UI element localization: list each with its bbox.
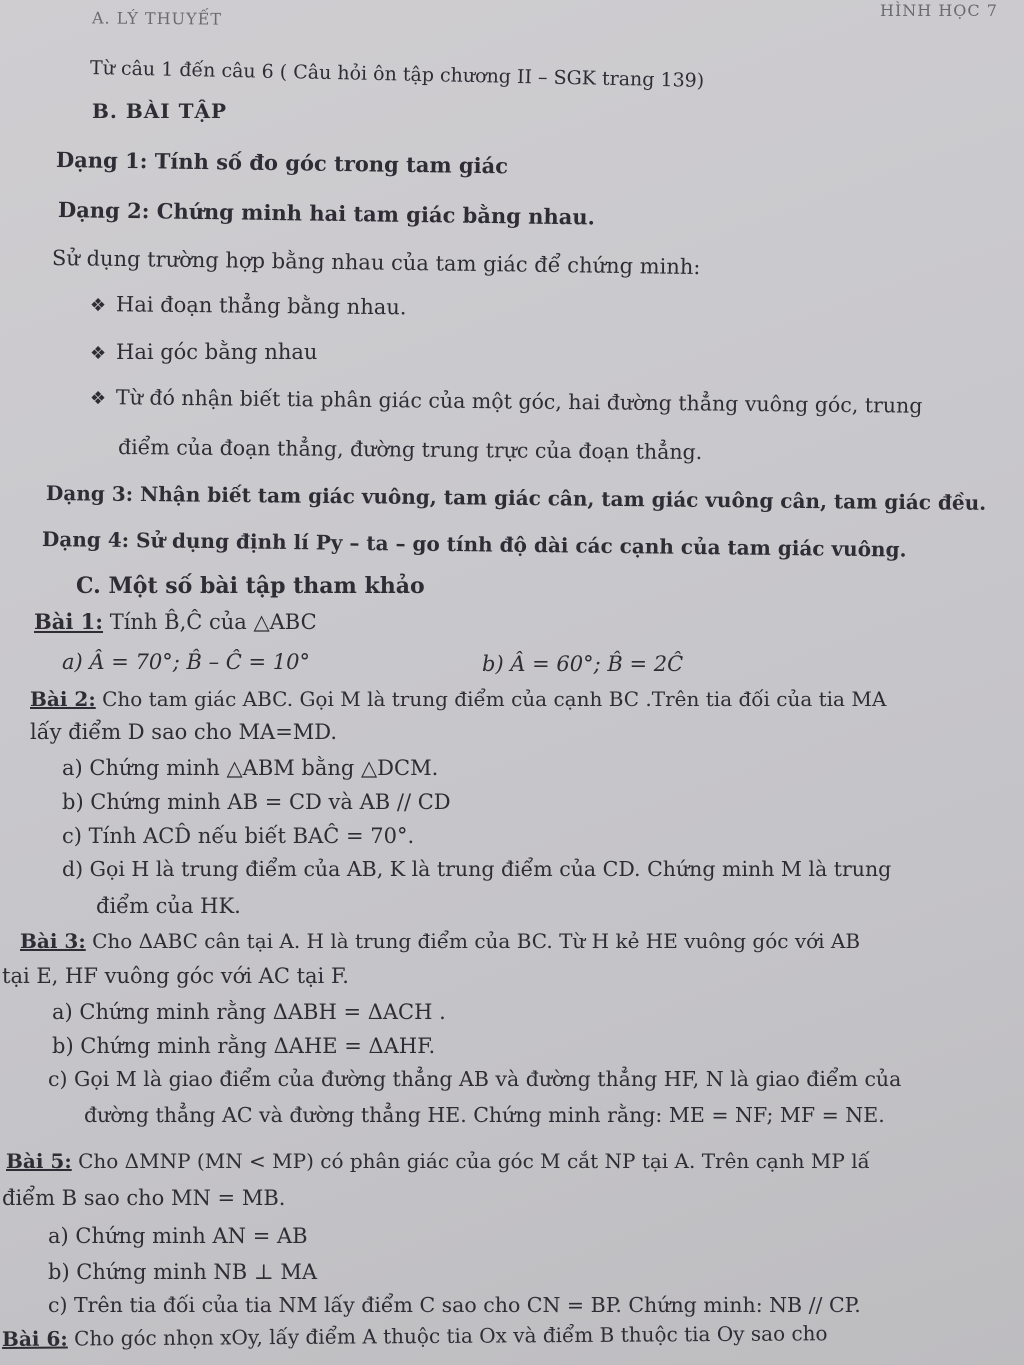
bai2-c: c) Tính ACD̂ nếu biết BAĈ = 70°. [62,824,415,848]
bai5-b: b) Chứng minh NB ⊥ MA [48,1260,318,1284]
bai6-text: Cho góc nhọn xOy, lấy điểm A thuộc tia Ox và điểm B thuộc tia Oy sao cho [74,1321,828,1351]
bai3-c: c) Gọi M là giao điểm của đường thẳng AB và đường thẳng HF, N là giao điểm của [48,1067,902,1091]
bullet-item-2: ❖ Hai góc bằng nhau [90,340,318,364]
bai3-label: Bài 3: [20,929,86,953]
bai1-b: b) Â = 60°; B̂ = 2Ĉ [482,652,684,676]
header-right: HÌNH HỌC 7 [880,1,998,20]
bai6-label: Bài 6: [1,1326,68,1351]
bai3-c2: đường thẳng AC và đường thẳng HE. Chứng minh rằng: ME = NF; MF = NE. [84,1103,885,1127]
bai3-line [20,930,860,953]
bai2-d: d) Gọi H là trung điểm của AB, K là trung điểm của CD. Chứng minh M là trung [62,857,892,881]
bai3-a: a) Chứng minh rằng ΔABH = ΔACH . [52,1000,446,1024]
bai5-text: Cho ΔMNP (MN < MP) có phân giác của góc M cắt NP tại A. Trên cạnh MP lấ [78,1149,870,1173]
bai3-text: Cho ΔABC cân tại A. H là trung điểm của BC. Từ H kẻ HE vuông góc với AB [92,929,861,953]
bai5-line [6,1150,870,1173]
bullet-item-3: ❖ Từ đó nhận biết tia phân giác của một góc, hai đường thẳng vuông góc, trung [89,385,923,418]
bai1-text: Tính B̂,Ĉ của △ABC [109,610,317,634]
bai6-line [2,1322,828,1351]
bai2-a: a) Chứng minh △ABM bằng △DCM. [62,756,439,780]
bai3-b: b) Chứng minh rằng ΔAHE = ΔAHF. [52,1034,436,1058]
bullet-item-1: ❖ Hai đoạn thẳng bằng nhau. [89,292,407,320]
bai5-c: c) Trên tia đối của tia NM lấy điểm C sao cho CN = BP. Chứng minh: NB // CP. [48,1293,861,1317]
type1-text: Dạng 1: Tính số đo góc trong tam giác [55,147,509,179]
type2-intro: Sử dụng trường hợp bằng nhau của tam giác để chứng minh: [51,246,701,280]
bai1-line [34,610,317,634]
bai5-label: Bài 5: [6,1149,72,1173]
bai2-d2: điểm của HK. [96,894,241,918]
theory-intro: Từ câu 1 đến câu 6 ( Câu hỏi ôn tập chương II – SGK trang 139) [89,57,705,92]
bullet-item-3-cont: điểm của đoạn thẳng, đường trung trực của đoạn thẳng. [117,435,703,465]
type3-text: Dạng 3: Nhận biết tam giác vuông, tam giác cân, tam giác vuông cân, tam giác đều. [45,481,987,515]
bai5-a: a) Chứng minh AN = AB [48,1224,308,1248]
bai2-line [30,688,886,711]
diamond-bullet-icon: ❖ [89,295,107,317]
header-left: A. LÝ THUYẾT [91,8,223,29]
diamond-bullet-icon: ❖ [90,343,107,364]
bai2-label: Bài 2: [30,687,96,711]
section-b-heading: B. BÀI TẬP [92,99,228,123]
section-c-heading: C. Một số bài tập tham khảo [76,573,425,599]
bai1-a: a) Â = 70°; B̂ – Ĉ = 10° [62,650,310,674]
bai5-text2: điểm B sao cho MN = MB. [2,1186,286,1210]
bai2-text2: lấy điểm D sao cho MA=MD. [30,720,338,744]
bai2-b: b) Chứng minh AB = CD và AB // CD [62,790,451,814]
diamond-bullet-icon: ❖ [89,388,107,410]
bai1-label: Bài 1: [34,609,104,634]
type2-text: Dạng 2: Chứng minh hai tam giác bằng nhau. [57,197,596,230]
type4-text: Dạng 4: Sử dụng định lí Py – ta – go tính độ dài các cạnh của tam giác vuông. [41,527,907,562]
bai3-text2: tại E, HF vuông góc với AC tại F. [2,964,349,988]
bai2-text: Cho tam giác ABC. Gọi M là trung điểm của cạnh BC .Trên tia đối của tia MA [102,687,887,711]
